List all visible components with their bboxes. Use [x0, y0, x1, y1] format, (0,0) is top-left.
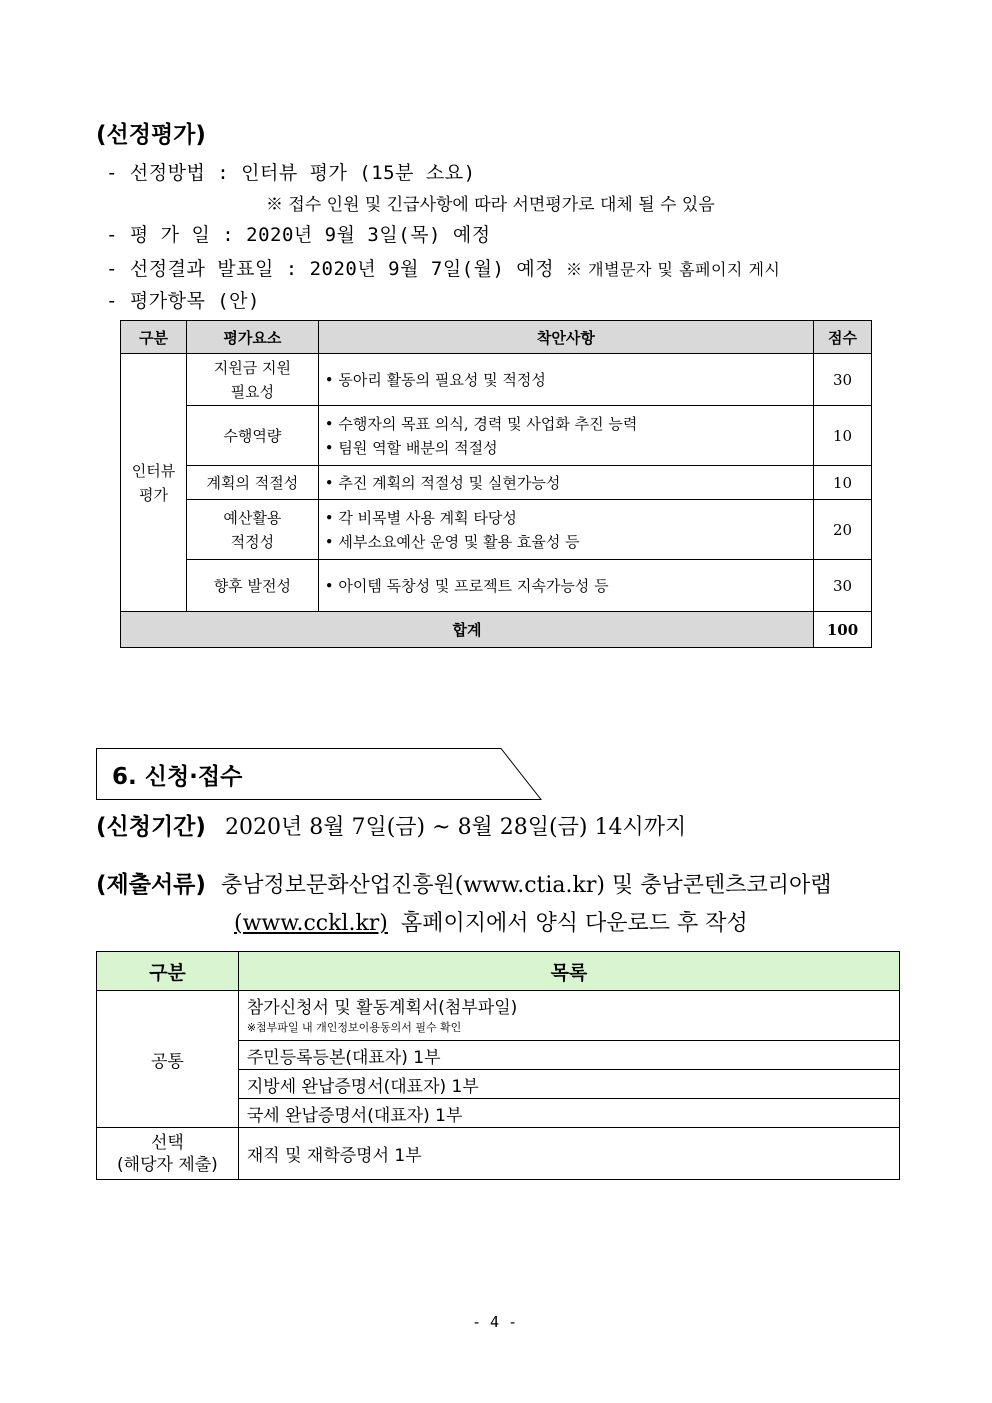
docs-line-2: 홈페이지에서 양식 다운로드 후 작성 — [401, 911, 748, 936]
evaluation-table — [120, 320, 872, 648]
evaluation-date: - 평 가 일 : 2020년 9월 3일(목) 예정 — [106, 224, 491, 246]
documents-table-header — [97, 952, 900, 991]
score-cell: 30 — [814, 354, 872, 406]
element-cell: 수행역량 — [186, 406, 318, 466]
documents-table — [96, 951, 900, 1180]
submission-docs — [96, 866, 831, 899]
docs-label: (제출서류) — [96, 872, 206, 898]
table-row — [121, 354, 872, 406]
table-row — [121, 406, 872, 466]
point-item: • 아이템 독창성 및 프로젝트 지속가능성 등 — [324, 576, 609, 595]
point-item: • 팀원 역할 배분의 적절성 — [324, 438, 498, 457]
evaluation-table-header — [121, 321, 872, 354]
element-cell: 계획의 적절성 — [186, 466, 318, 500]
total-row — [121, 612, 872, 648]
points-cell — [318, 466, 813, 500]
point-item: • 추진 계획의 적절성 및 실현가능성 — [324, 473, 561, 492]
page-number: - 4 - — [472, 1313, 518, 1331]
header-category: 구분 — [97, 952, 239, 991]
selection-heading: (선정평가) — [96, 122, 206, 148]
element-cell: 향후 발전성 — [186, 560, 318, 612]
table-row — [121, 466, 872, 500]
total-label: 합계 — [121, 612, 814, 648]
table-row — [121, 560, 872, 612]
point-item: • 동아리 활동의 필요성 및 적정성 — [324, 370, 546, 389]
header-category: 구분 — [121, 321, 187, 354]
selection-method-note: ※ 접수 인원 및 긴급사항에 따라 서면평가로 대체 될 수 있음 — [266, 195, 715, 215]
points-cell — [318, 500, 813, 560]
point-item: • 각 비목별 사용 계획 타당성 — [324, 508, 517, 527]
cckl-link[interactable]: (www.cckl.kr) — [234, 911, 388, 936]
table-row — [97, 991, 900, 1041]
evaluation-items-label: - 평가항목 (안) — [106, 290, 260, 312]
result-date-note: ※ 개별문자 및 홈페이지 게시 — [566, 260, 781, 279]
doc-item: 지방세 완납증명서(대표자) 1부 — [238, 1070, 899, 1099]
common-label: 공통 — [97, 991, 239, 1128]
period-value: 2020년 8월 7일(금) ~ 8월 28일(금) 14시까지 — [225, 815, 687, 840]
score-cell: 10 — [814, 406, 872, 466]
point-item: • 수행자의 목표 의식, 경력 및 사업화 추진 능력 — [324, 414, 638, 433]
points-cell — [318, 406, 813, 466]
docs-line-1: 충남정보문화산업진흥원(www.ctia.kr) 및 충남콘텐츠코리아랩 — [221, 873, 832, 898]
element-cell: 지원금 지원 필요성 — [186, 354, 318, 406]
optional-label: 선택 (해당자 제출) — [97, 1128, 239, 1180]
score-cell: 20 — [814, 500, 872, 560]
table-row — [97, 1128, 900, 1180]
doc-item: 재직 및 재학증명서 1부 — [238, 1128, 899, 1180]
doc-item: 주민등록등본(대표자) 1부 — [238, 1041, 899, 1070]
doc-item-note: ※첨부파일 내 개인정보이용동의서 필수 확인 — [246, 1020, 462, 1034]
points-cell — [318, 560, 813, 612]
docs-line-2-wrap — [234, 906, 748, 937]
element-cell: 예산활용 적정성 — [186, 500, 318, 560]
category-cell: 인터뷰 평가 — [121, 354, 187, 612]
doc-item-text: 참가신청서 및 활동계획서(첨부파일) — [246, 997, 518, 1018]
score-cell: 10 — [814, 466, 872, 500]
header-points: 착안사항 — [318, 321, 813, 354]
section-6-tab — [96, 748, 542, 800]
doc-item — [238, 991, 899, 1041]
score-cell: 30 — [814, 560, 872, 612]
period-label: (신청기간) — [96, 814, 206, 840]
application-period — [96, 808, 686, 841]
header-score: 점수 — [814, 321, 872, 354]
table-row — [121, 500, 872, 560]
point-item: • 세부소요예산 운영 및 활용 효율성 등 — [324, 532, 580, 551]
result-date-text: - 선정결과 발표일 : 2020년 9월 7일(월) 예정 — [106, 258, 555, 280]
section-6-title: 6. 신청·접수 — [112, 764, 243, 790]
total-score: 100 — [814, 612, 872, 648]
selection-method: - 선정방법 : 인터뷰 평가 (15분 소요) — [106, 162, 476, 184]
header-list: 목록 — [238, 952, 899, 991]
header-element: 평가요소 — [186, 321, 318, 354]
doc-item: 국세 완납증명서(대표자) 1부 — [238, 1099, 899, 1128]
points-cell — [318, 354, 813, 406]
result-date — [106, 254, 780, 281]
